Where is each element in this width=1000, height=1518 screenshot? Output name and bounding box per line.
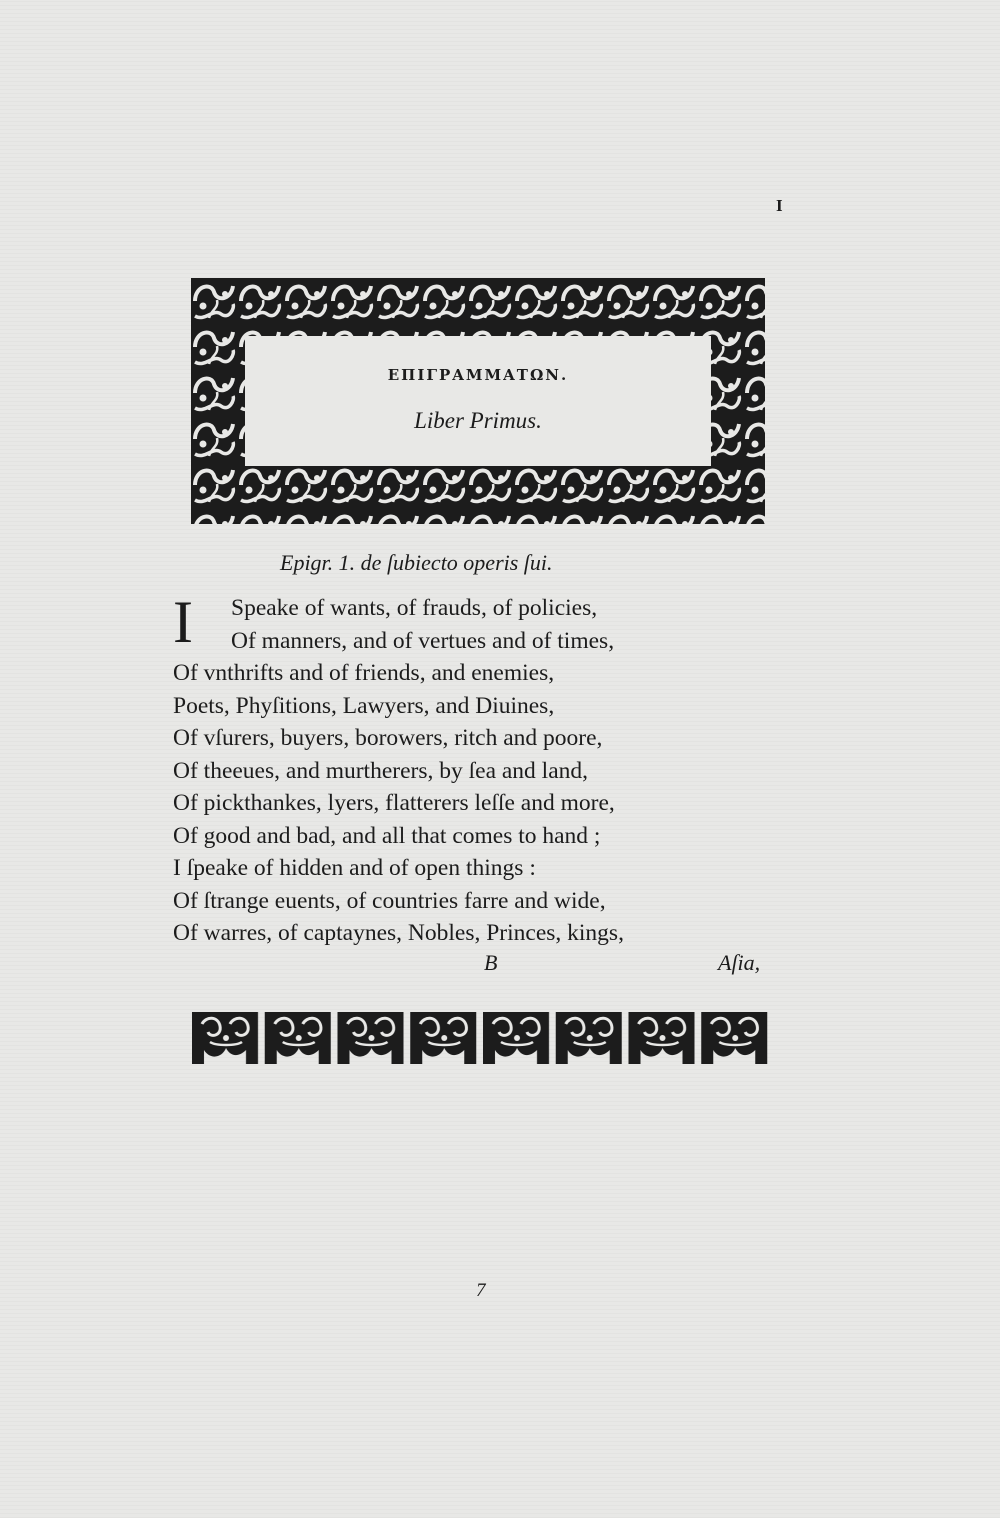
catchword: Aſia, — [718, 950, 761, 975]
poem-line: Poets, Phyſitions, Lawyers, and Diuines, — [173, 692, 555, 719]
drop-cap: I — [173, 589, 193, 655]
page-number: 7 — [476, 1280, 486, 1301]
signature-letter: B — [484, 950, 498, 975]
greek-title: ΕΠΙΓΡΑΜΜΑΤΩΝ. — [387, 366, 569, 384]
poem-line: Of theeues, and murtherers, by ſea and land, — [173, 757, 589, 784]
ornamental-band — [190, 1006, 772, 1075]
poem-line: Of ſtrange euents, of countries farre and wide, — [173, 887, 606, 914]
poem-line: Of vnthrifts and of friends, and enemies, — [173, 660, 555, 686]
poem-line: Of good and bad, and all that comes to hand ; — [173, 822, 601, 849]
poem-line: Of pickthankes, lyers, flatterers leſſe and more, — [173, 790, 615, 816]
ornamental-title-frame — [191, 278, 765, 524]
poem-line: Speake of wants, of frauds, of policies, — [231, 595, 598, 621]
ornamental-band-icon — [190, 1006, 772, 1070]
poem-line: Of warres, of captaynes, Nobles, Princes, kings, — [173, 920, 624, 946]
poem-line: I ſpeake of hidden and of open things : — [173, 855, 536, 881]
poem-line: Of vſurers, buyers, borowers, ritch and poore, — [173, 725, 603, 751]
ornamental-border-icon — [191, 278, 765, 524]
epigram-heading: Epigr. 1. de ſubiecto operis ſui. — [280, 550, 553, 575]
book-subtitle: Liber Primus. — [414, 408, 542, 433]
signature-mark: I — [776, 196, 783, 215]
poem-line: Of manners, and of vertues and of times, — [231, 627, 615, 654]
